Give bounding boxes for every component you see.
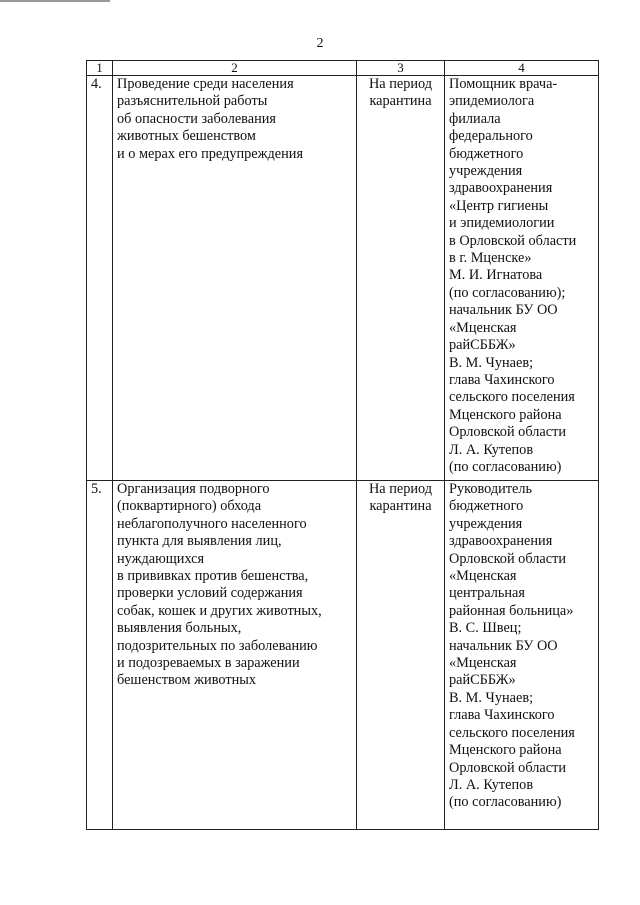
text-line: В. М. Чунаев; xyxy=(449,354,534,371)
text-line: здравоохранения xyxy=(449,180,553,197)
text-line: глава Чахинского xyxy=(449,707,555,724)
text-line: (по согласованию); xyxy=(449,284,566,301)
table-row xyxy=(87,76,599,481)
text-line: районная больница» xyxy=(449,602,574,619)
period-cell xyxy=(357,481,445,830)
text-line: нуждающихся xyxy=(117,550,205,567)
period-cell xyxy=(357,76,445,481)
text-line: В. М. Чунаев; xyxy=(449,689,534,706)
measure-cell xyxy=(113,481,357,830)
text-line: Проведение среди населения xyxy=(117,76,294,92)
text-line: райСББЖ» xyxy=(449,672,516,689)
text-line: сельского поселения xyxy=(449,724,575,741)
text-line: райСББЖ» xyxy=(449,337,516,354)
responsible-cell xyxy=(445,481,599,830)
text-line: сельского поселения xyxy=(449,389,575,406)
text-line: «Центр гигиены xyxy=(449,197,549,214)
text-line: центральная xyxy=(449,585,525,602)
text-line: Руководитель xyxy=(449,481,533,497)
text-line: глава Чахинского xyxy=(449,371,555,388)
text-line: и о мерах его предупреждения xyxy=(117,145,304,162)
text-line: «Мценская xyxy=(449,568,517,585)
text-line: (поквартирного) обхода xyxy=(117,498,262,515)
text-line: в г. Мценске» xyxy=(449,250,532,267)
text-line: Л. А. Кутепов xyxy=(449,441,534,458)
text-line: «Мценская xyxy=(449,655,517,672)
text-line: Мценского района xyxy=(449,406,562,423)
table-row xyxy=(87,481,599,830)
text-line: федерального xyxy=(449,128,533,145)
text-line: карантина xyxy=(369,498,432,515)
text-line: В. С. Швец; xyxy=(449,620,522,637)
text-line: в прививках против бешенства, xyxy=(117,568,309,585)
header-cell-2: 2 xyxy=(113,61,357,76)
text-line: собак, кошек и других животных, xyxy=(117,602,322,619)
text-line: неблагополучного населенного xyxy=(117,515,307,532)
header-cell-3: 3 xyxy=(357,61,445,76)
text-line: бешенством животных xyxy=(117,672,256,689)
text-line: пункта для выявления лиц, xyxy=(117,533,282,550)
text-line: (по согласованию) xyxy=(449,458,562,475)
text-line: Орловской области xyxy=(449,550,566,567)
text-line: проверки условий содержания xyxy=(117,585,303,602)
text-line: и подозреваемых в заражении xyxy=(117,655,300,672)
text-line: М. И. Игнатова xyxy=(449,267,543,284)
text-line: и эпидемиологии xyxy=(449,215,555,232)
text-line: эпидемиолога xyxy=(449,93,535,110)
text-line: подозрительных по заболеванию xyxy=(117,637,318,654)
text-line: (по согласованию) xyxy=(449,794,562,811)
text-line: здравоохранения xyxy=(449,533,553,550)
text-line: Орловской области xyxy=(449,424,566,441)
row-number: 4. xyxy=(87,76,113,481)
responsible-cell xyxy=(445,76,599,481)
text-line: разъяснительной работы xyxy=(117,93,268,110)
text-line: выявления больных, xyxy=(117,620,242,637)
text-line: Мценского района xyxy=(449,742,562,759)
table-header-row xyxy=(87,61,599,76)
text-line: Орловской области xyxy=(449,759,566,776)
text-line: начальник БУ ОО xyxy=(449,637,558,654)
text-line: Организация подворного xyxy=(117,481,270,497)
text-line: «Мценская xyxy=(449,319,517,336)
scan-edge-mark xyxy=(0,0,110,2)
measures-table xyxy=(86,60,599,830)
page-number: 2 xyxy=(316,36,324,51)
measure-cell xyxy=(113,76,357,481)
text-line: учреждения xyxy=(449,515,523,532)
text-line: бюджетного xyxy=(449,145,524,162)
text-line: карантина xyxy=(369,93,432,110)
header-cell-1: 1 xyxy=(87,61,113,76)
text-line: На период xyxy=(368,76,433,92)
text-line: начальник БУ ОО xyxy=(449,302,558,319)
text-line: в Орловской области xyxy=(449,232,577,249)
text-line: учреждения xyxy=(449,163,523,180)
text-line: филиала xyxy=(449,110,501,127)
text-line: бюджетного xyxy=(449,498,524,515)
text-line: На период xyxy=(368,481,433,497)
text-line: об опасности заболевания xyxy=(117,110,276,127)
row-number: 5. xyxy=(87,481,113,830)
header-cell-4: 4 xyxy=(445,61,599,76)
text-line: животных бешенством xyxy=(117,128,256,145)
text-line: Помощник врача- xyxy=(449,76,558,92)
text-line: Л. А. Кутепов xyxy=(449,776,534,793)
